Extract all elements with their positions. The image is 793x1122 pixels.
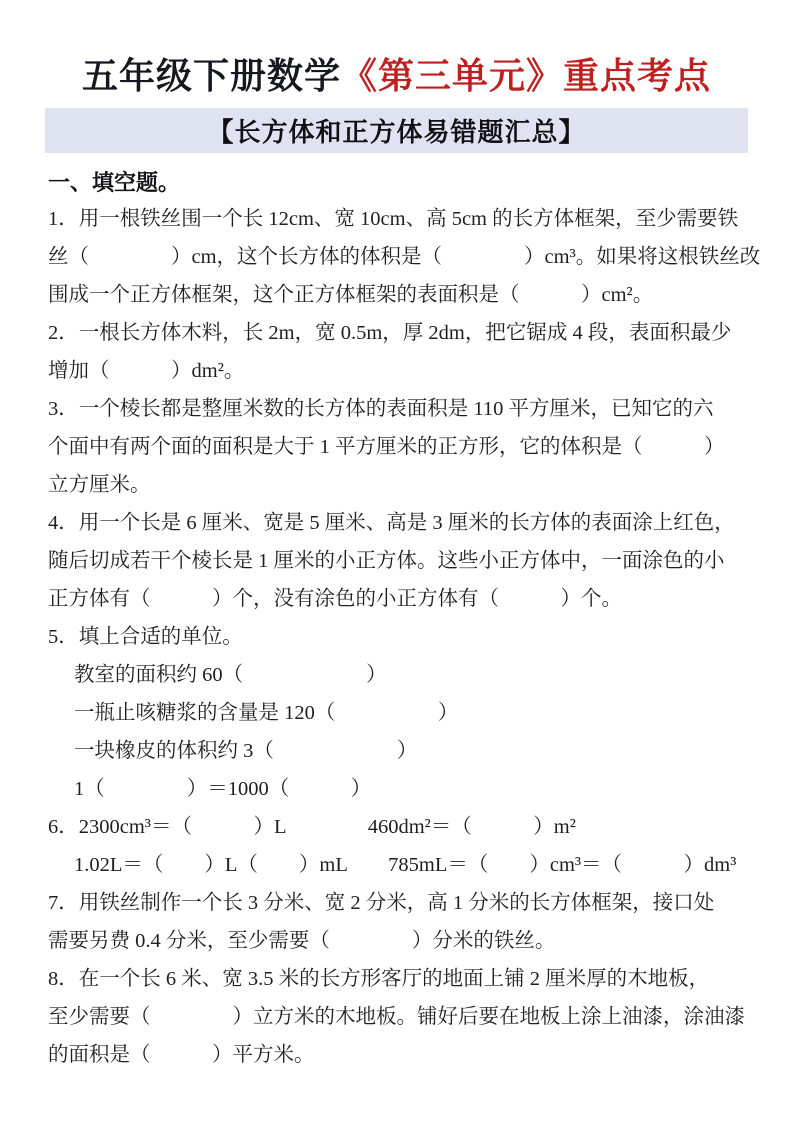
- section-heading-fill-in-blanks: 一、填空题。: [48, 170, 181, 195]
- question-7-line-2: 需要另费 0.4 分米，至少需要（ ）分米的铁丝。: [48, 930, 556, 952]
- question-2: [48, 314, 753, 390]
- question-1-line-3: 围成一个正方体框架，这个正方体框架的表面积是（ ）cm²。: [48, 284, 654, 306]
- question-5-item-1: 教室的面积约 60（ ）: [74, 664, 387, 686]
- question-5: [48, 618, 753, 808]
- question-4-line-1: 4．用一个长是 6 厘米、宽是 5 厘米、高是 3 厘米的长方体的表面涂上红色，: [48, 512, 735, 534]
- question-8: [48, 960, 753, 1074]
- questions-area: [48, 200, 761, 1074]
- question-1-line-1: 1．用一根铁丝围一个长 12cm、宽 10cm、高 5cm 的长方体框架，至少需要铁: [48, 208, 739, 230]
- question-3-line-2: 个面中有两个面的面积是大于 1 平方厘米的正方形，它的体积是（ ）: [48, 436, 725, 458]
- subtitle-banner: [45, 108, 748, 153]
- question-5-item-4: 1（ ）＝1000（ ）: [74, 778, 372, 800]
- title-unit-part: 《第三单元》重点考点: [341, 56, 712, 96]
- question-7: [48, 884, 753, 960]
- question-4: [48, 504, 753, 618]
- page-title: [0, 0, 793, 102]
- question-6-line-1: 6．2300cm³＝（ ）L 460dm²＝（ ）m²: [48, 816, 576, 838]
- question-6: [48, 808, 753, 884]
- question-7-line-1: 7．用铁丝制作一个长 3 分米、宽 2 分米，高 1 分米的长方体框架，接口处: [48, 892, 715, 914]
- question-2-line-1: 2．一根长方体木料，长 2m，宽 0.5m，厚 2dm，把它锯成 4 段，表面积最少: [48, 322, 732, 344]
- question-6-line-2: 1.02L＝（ ）L（ ）mL 785mL＝（ ）cm³＝（ ）dm³: [74, 854, 737, 876]
- question-2-line-2: 增加（ ）dm²。: [48, 360, 245, 382]
- question-8-line-1: 8．在一个长 6 米、宽 3.5 米的长方形客厅的地面上铺 2 厘米厚的木地板，: [48, 968, 710, 990]
- question-5-stem: 5．填上合适的单位。: [48, 626, 243, 648]
- question-4-line-3: 正方体有（ ）个，没有涂色的小正方体有（ ）个。: [48, 588, 622, 610]
- question-8-line-2: 至少需要（ ）立方米的木地板。铺好后要在地板上涂上油漆，涂油漆: [48, 1006, 745, 1028]
- question-3: [48, 390, 753, 504]
- question-8-line-3: 的面积是（ ）平方米。: [48, 1044, 315, 1066]
- question-3-line-1: 3．一个棱长都是整厘米数的长方体的表面积是 110 平方厘米，已知它的六: [48, 398, 714, 420]
- question-3-line-3: 立方厘米。: [48, 474, 151, 496]
- subtitle-text: 【长方体和正方体易错题汇总】: [207, 118, 586, 147]
- question-4-line-2: 随后切成若干个棱长是 1 厘米的小正方体。这些小正方体中，一面涂色的小: [48, 550, 725, 572]
- question-1: [48, 200, 761, 314]
- question-5-item-3: 一块橡皮的体积约 3（ ）: [74, 740, 418, 762]
- question-5-item-2: 一瓶止咳糖浆的含量是 120（ ）: [74, 702, 459, 724]
- question-1-line-2: 丝（ ）cm，这个长方体的体积是（ ）cm³。如果将这根铁丝改: [48, 246, 761, 268]
- title-grade-part: 五年级下册数学: [81, 56, 341, 96]
